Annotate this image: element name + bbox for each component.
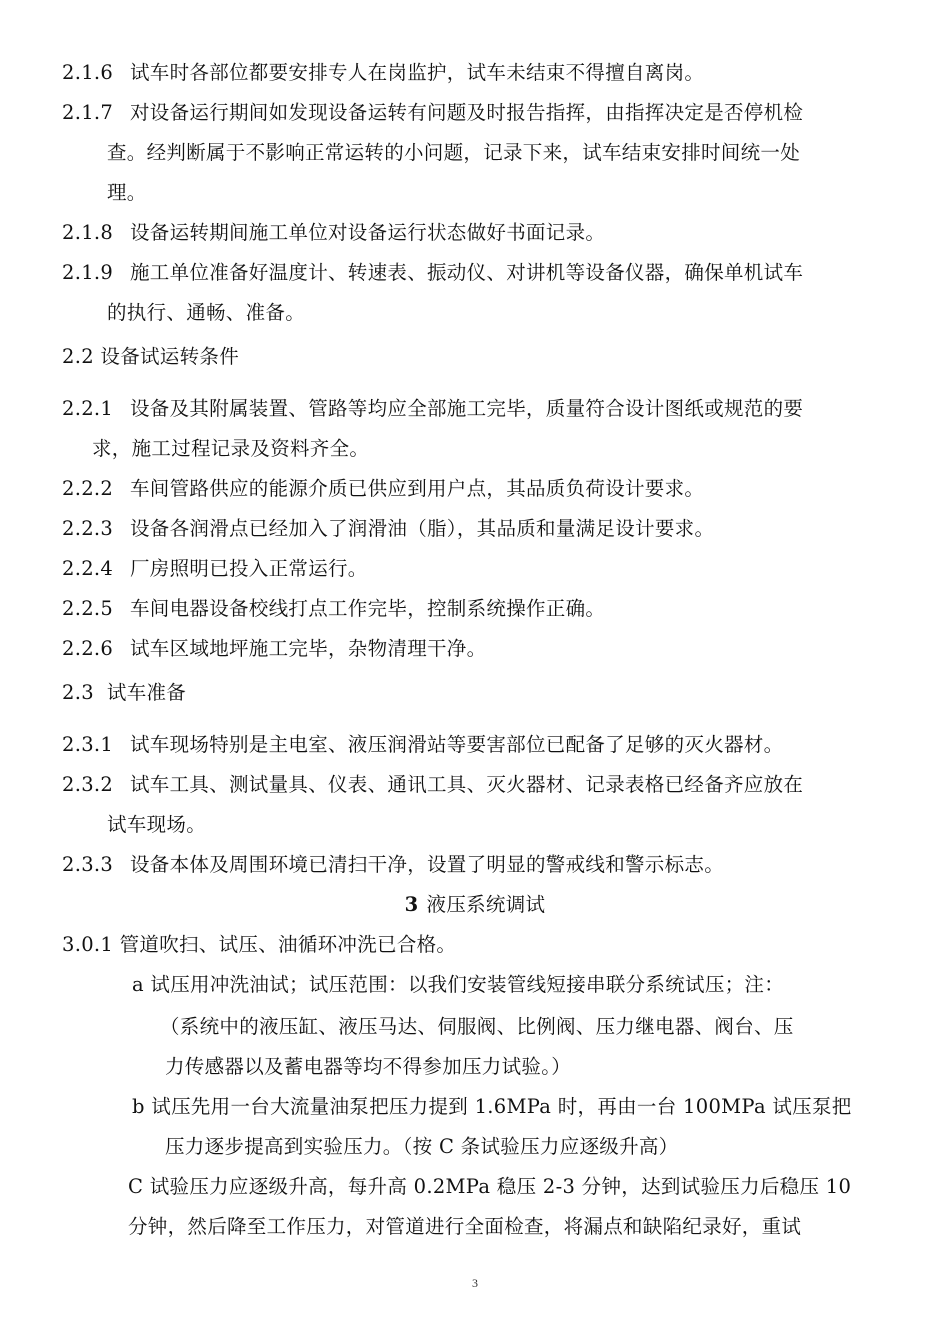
item-2-1-7-cont: 理。	[107, 181, 147, 204]
section-title-text: 液压系统调试	[426, 893, 546, 916]
item-text: 试车工具、测试量具、仪表、通讯工具、灭火器材、记录表格已经备齐应放在	[130, 773, 804, 796]
item-number: 2.2.6	[62, 637, 114, 660]
item-number: 2.3.1	[62, 733, 114, 756]
subitem-c: C 试验压力应逐级升高，每升高 0.2MPa 稳压 2-3 分钟，达到试验压力后稳压 10	[128, 1175, 852, 1198]
item-text: 试车时各部位都要安排专人在岗监护，试车未结束不得擅自离岗。	[130, 61, 705, 84]
subitem-b: b 试压先用一台大流量油泵把压力提到 1.6MPa 时，再由一台 100MPa 试压泵把	[132, 1095, 852, 1118]
item-2-2-3	[62, 516, 714, 542]
item-text: 设备各润滑点已经加入了润滑油（脂），其品质和量满足设计要求。	[130, 517, 715, 540]
item-2-1-7	[62, 100, 803, 126]
item-number: 2.3.2	[62, 773, 114, 796]
subitem-b-cont: 压力逐步提高到实验压力。（按 C 条试验压力应逐级升高）	[165, 1135, 679, 1158]
item-number: 2.2.3	[62, 517, 114, 540]
item-text: 试车区域地坪施工完毕，杂物清理干净。	[130, 637, 487, 660]
item-2-2-6	[62, 636, 486, 662]
item-text: 设备及其附属装置、管路等均应全部施工完毕，质量符合设计图纸或规范的要	[130, 397, 804, 420]
item-2-2-2	[62, 476, 704, 502]
item-text: 对设备运行期间如发现设备运转有问题及时报告指挥，由指挥决定是否停机检	[130, 101, 804, 124]
item-number: 2.2.1	[62, 397, 114, 420]
item-2-2-4	[62, 556, 368, 582]
item-2-3-2	[62, 772, 803, 798]
section-heading-2-2: 2.2 设备试运转条件	[62, 345, 240, 368]
section-number: 3	[404, 893, 419, 916]
section-heading-2-3: 2.3 试车准备	[62, 681, 187, 704]
item-3-0-1: 3.0.1 管道吹扫、试压、油循环冲洗已合格。	[62, 933, 457, 956]
item-text: 试车现场特别是主电室、液压润滑站等要害部位已配备了足够的灭火器材。	[130, 733, 784, 756]
section-title-3	[0, 892, 950, 918]
item-number: 2.2.5	[62, 597, 114, 620]
item-number: 2.2.2	[62, 477, 114, 500]
item-text: 车间管路供应的能源介质已供应到用户点，其品质负荷设计要求。	[130, 477, 705, 500]
item-2-1-9-cont: 的执行、通畅、准备。	[107, 301, 306, 324]
item-text: 车间电器设备校线打点工作完毕，控制系统操作正确。	[130, 597, 606, 620]
subitem-a-cont: 力传感器以及蓄电器等均不得参加压力试验。）	[165, 1055, 572, 1078]
item-text: 设备运转期间施工单位对设备运行状态做好书面记录。	[130, 221, 606, 244]
item-number: 2.1.6	[62, 61, 114, 84]
item-text: 施工单位准备好温度计、转速表、振动仪、对讲机等设备仪器，确保单机试车	[130, 261, 804, 284]
item-2-2-1	[62, 396, 803, 422]
subitem-a: a 试压用冲洗油试；试压范围：以我们安装管线短接串联分系统试压；注：	[132, 973, 785, 996]
item-text: 厂房照明已投入正常运行。	[130, 557, 368, 580]
item-number: 2.1.7	[62, 101, 114, 124]
item-2-1-9	[62, 260, 803, 286]
item-text: 设备本体及周围环境已清扫干净，设置了明显的警戒线和警示标志。	[130, 853, 725, 876]
item-number: 2.1.9	[62, 261, 114, 284]
item-2-1-7-cont: 查。经判断属于不影响正常运转的小问题，记录下来，试车结束安排时间统一处	[107, 141, 801, 164]
item-2-2-1-cont: 求，施工过程记录及资料齐全。	[92, 437, 370, 460]
item-2-1-8	[62, 220, 605, 246]
subitem-c-cont: 分钟，然后降至工作压力，对管道进行全面检查，将漏点和缺陷纪录好，重试	[128, 1215, 802, 1238]
item-2-2-5	[62, 596, 605, 622]
subitem-a-cont: （系统中的液压缸、液压马达、伺服阀、比例阀、压力继电器、阀台、压	[160, 1015, 794, 1038]
item-number: 2.1.8	[62, 221, 114, 244]
item-2-3-2-cont: 试车现场。	[107, 813, 207, 836]
item-number: 2.3.3	[62, 853, 114, 876]
item-number: 2.2.4	[62, 557, 114, 580]
item-2-1-6	[62, 60, 704, 86]
item-2-3-1	[62, 732, 783, 758]
item-2-3-3	[62, 852, 724, 878]
page-number: 3	[472, 1276, 478, 1290]
